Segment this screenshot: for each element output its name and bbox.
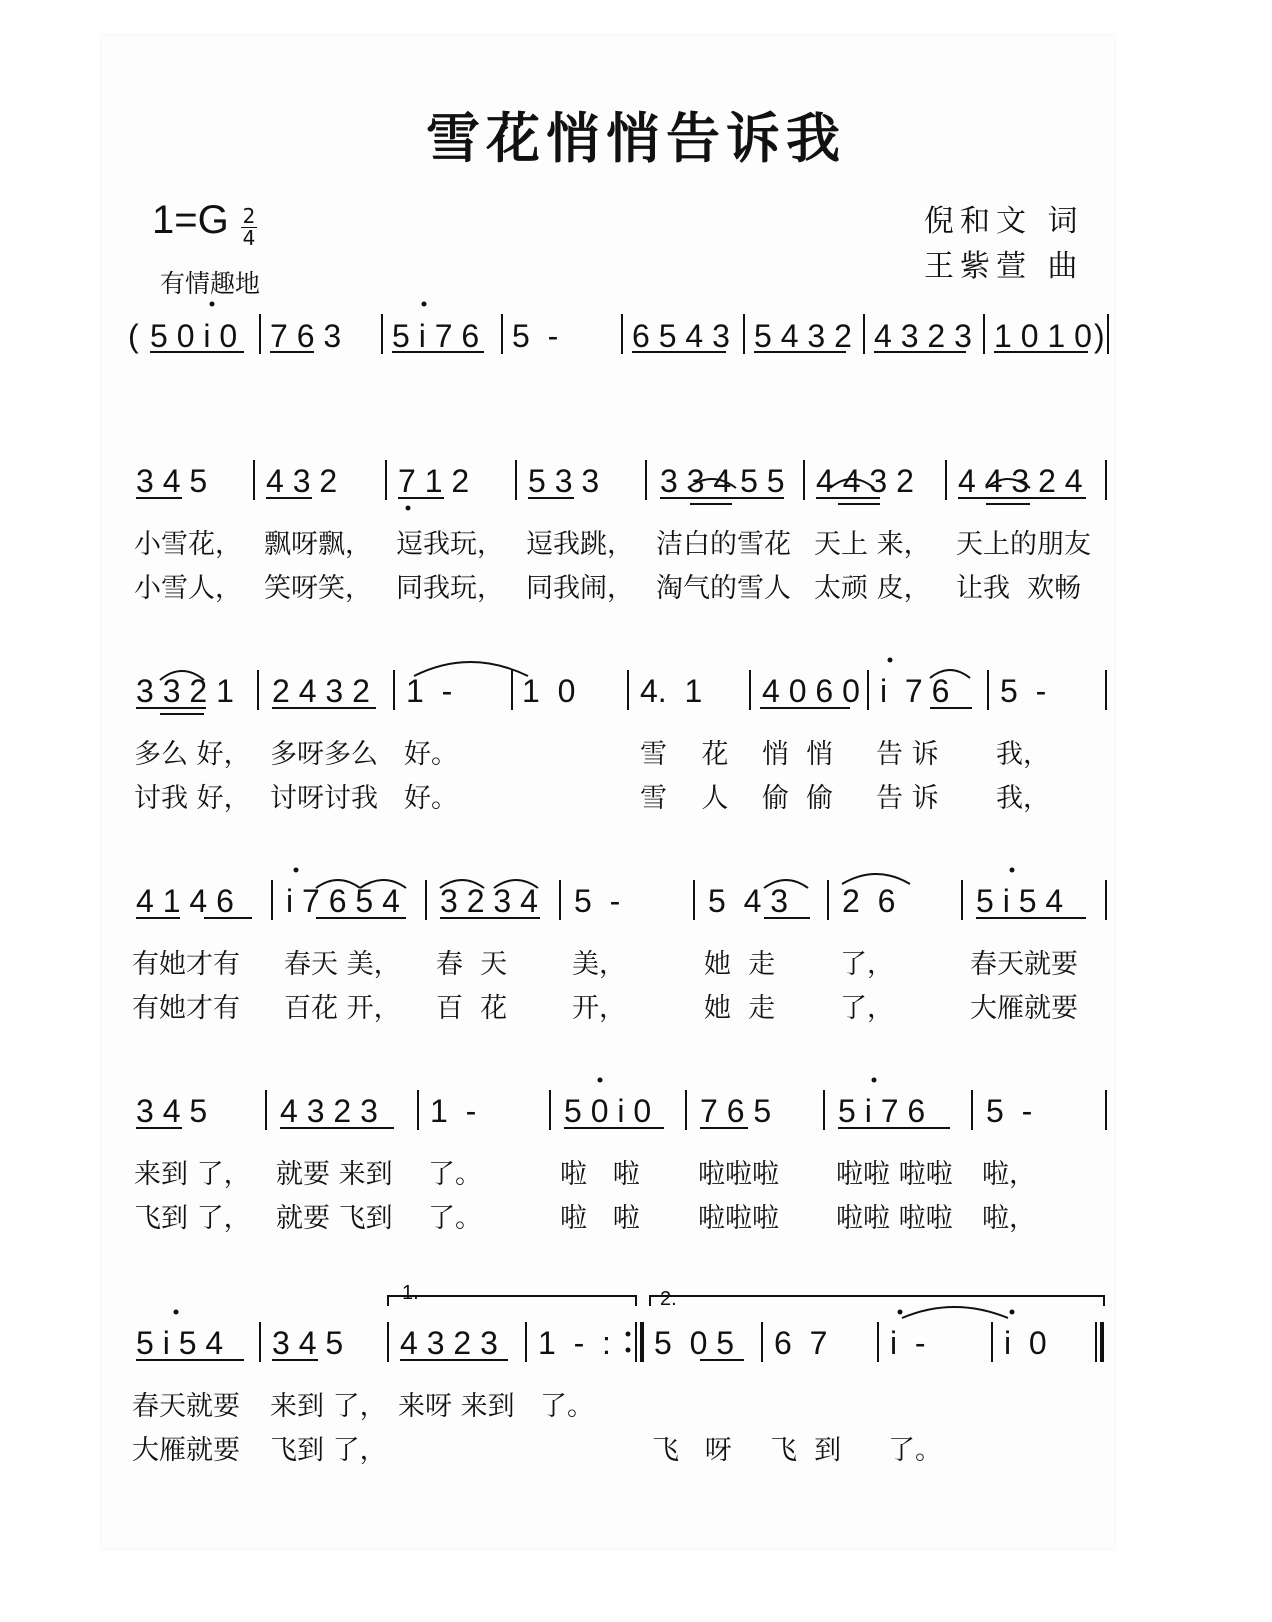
measure: 2 4 3 2	[272, 673, 370, 709]
repeat-dot	[626, 1332, 631, 1337]
volta-first-ending: 1.	[402, 1282, 419, 1304]
octave-dot	[1010, 1310, 1015, 1315]
lyric: 春 天	[436, 949, 508, 980]
measure: 5 4 3	[708, 883, 789, 919]
octave-dot	[872, 1078, 877, 1083]
lyric: 啦啦啦	[698, 1159, 779, 1190]
measure: 3 4 5	[136, 1093, 208, 1129]
slur	[414, 662, 528, 676]
measure: 5 i 7 6	[392, 318, 480, 354]
lyric: 多呀多么	[270, 739, 378, 770]
slur	[316, 880, 360, 888]
slur	[902, 1307, 1008, 1318]
measure: 4 3 2	[266, 463, 338, 499]
key-signature: 1=G	[152, 198, 229, 242]
measure: 3 4 5	[136, 463, 208, 499]
lyric: 飘呀飘，	[264, 529, 372, 560]
measure: 4. 1	[640, 673, 703, 709]
composer-credit: 王紫萱 曲	[924, 249, 1084, 284]
lyric: 逗我玩，	[396, 529, 504, 560]
lyric: 我，	[996, 739, 1050, 770]
lyric: 有她才有	[132, 993, 240, 1024]
measure: 4 4 3 2	[816, 463, 914, 499]
lyric: 告 诉	[876, 739, 939, 770]
lyric: 飞到 了，	[134, 1203, 251, 1234]
lyric: 讨呀讨我	[270, 783, 378, 814]
measure: 6 5 4 3	[632, 318, 730, 354]
lyric: 天上 来，	[814, 529, 931, 560]
measure: 5 0 i 0	[564, 1093, 652, 1129]
measure: 7 1 2	[398, 463, 470, 499]
measure: 1 0	[522, 673, 576, 709]
lyric: 雪 花	[640, 739, 729, 770]
measure: i 0	[1004, 1325, 1047, 1361]
measure: 3 2 3 4	[440, 883, 538, 919]
slur	[360, 880, 406, 888]
lyric: 同我闹，	[526, 573, 634, 604]
octave-dot	[210, 302, 215, 307]
lyric: 就要 来到	[276, 1159, 393, 1190]
lyric: 啦啦啦	[698, 1203, 779, 1234]
lyric: 飞 到	[770, 1435, 842, 1466]
close-paren: )	[1094, 318, 1105, 354]
lyric: 啦啦 啦啦	[836, 1159, 953, 1190]
measure: 3 3 4 5 5	[660, 463, 785, 499]
lyric: 啦啦 啦啦	[836, 1203, 953, 1234]
measure: 4 3 2 3	[400, 1325, 498, 1361]
slur	[440, 880, 484, 888]
lyric: 天上的朋友	[956, 529, 1091, 560]
measure: 2 6	[842, 883, 896, 919]
lyric: 她 走	[704, 993, 776, 1024]
measure: i 7 6 5 4	[286, 883, 400, 919]
lyric: 啦 啦	[560, 1159, 640, 1190]
octave-dot	[888, 658, 893, 663]
lyric: 让我 欢畅	[956, 573, 1082, 604]
measure: 5 i 7 6	[838, 1093, 926, 1129]
lyric: 淘气的雪人	[656, 573, 791, 604]
lyric: 了，	[840, 949, 894, 980]
measure: 1 -	[406, 673, 453, 709]
measure: 1 0 1 0	[994, 318, 1092, 354]
lyric: 好。	[404, 739, 458, 770]
lyric: 同我玩，	[396, 573, 504, 604]
slur	[494, 880, 538, 888]
slur	[688, 479, 736, 488]
lyric: 了。	[428, 1159, 482, 1190]
measure: 5 -	[512, 318, 559, 354]
lyric: 大雁就要	[132, 1435, 240, 1466]
lyric: 逗我跳，	[526, 529, 634, 560]
lyric: 来到 了，	[270, 1391, 387, 1422]
slur	[842, 874, 910, 884]
measure: 5 i 5 4	[976, 883, 1064, 919]
octave-dot	[406, 506, 411, 511]
slur	[930, 670, 970, 678]
measure: 5 0 i 0	[150, 318, 238, 354]
time-denominator: 4	[242, 226, 256, 250]
measure: 7 6 5	[700, 1093, 772, 1129]
slur	[986, 479, 1030, 488]
lyric: 啦，	[982, 1159, 1036, 1190]
lyric: 春天 美，	[284, 949, 401, 980]
lyric: 大雁就要	[970, 993, 1078, 1024]
octave-dot	[598, 1078, 603, 1083]
song-title: 雪花悄悄告诉我	[426, 106, 846, 170]
time-numerator: 2	[242, 204, 256, 228]
measure: 3 4 5	[272, 1325, 344, 1361]
repeat-dot	[626, 1348, 631, 1353]
measure: 5 -	[574, 883, 621, 919]
volta-bracket-2	[650, 1296, 1104, 1306]
measure: 5 -	[1000, 673, 1047, 709]
measure: 5 3 3	[528, 463, 600, 499]
lyric: 了。	[428, 1203, 482, 1234]
lyric: 来呀 来到	[398, 1391, 515, 1422]
lyric: 春天就要	[132, 1391, 240, 1422]
measure: 5 -	[986, 1093, 1033, 1129]
lyric: 小雪人，	[134, 573, 242, 604]
octave-dot	[1010, 868, 1015, 873]
lyric: 飞 呀	[652, 1435, 732, 1466]
lyric: 有她才有	[132, 949, 240, 980]
lyric: 开，	[572, 993, 626, 1024]
lyric: 讨我 好，	[134, 783, 251, 814]
lyric: 她 走	[704, 949, 776, 980]
lyric: 百花 开，	[284, 993, 401, 1024]
lyric: 雪 人	[640, 783, 729, 814]
lyric: 笑呀笑，	[264, 573, 372, 604]
lyric: 了。	[888, 1435, 942, 1466]
volta-bracket-1	[388, 1296, 636, 1306]
tempo-marking: 有情趣地	[160, 269, 261, 298]
octave-dot	[174, 1310, 179, 1315]
lyric: 悄 悄	[762, 739, 834, 770]
lyric: 就要 飞到	[276, 1203, 393, 1234]
lyricist-credit: 倪和文 词	[924, 204, 1084, 239]
slur	[160, 671, 204, 680]
lyric: 了。	[540, 1391, 594, 1422]
open-paren: (	[128, 318, 139, 354]
measure: 3 3 2 1	[136, 673, 234, 709]
measure: i -	[890, 1325, 926, 1361]
lyric: 飞到 了，	[270, 1435, 387, 1466]
measure: 4 0 6 0	[762, 673, 860, 709]
measure: 1 -	[430, 1093, 477, 1129]
measure: 6 7	[774, 1325, 828, 1361]
lyric: 来到 了，	[134, 1159, 251, 1190]
lyric: 告 诉	[876, 783, 939, 814]
slur	[830, 479, 874, 488]
measure: 7 6 3	[270, 318, 342, 354]
volta-second-ending: 2.	[660, 1288, 677, 1310]
lyric: 春天就要	[970, 949, 1078, 980]
measure: 4 4 3 2 4	[958, 463, 1083, 499]
lyric: 好。	[404, 783, 458, 814]
lyric: 洁白的雪花	[656, 529, 791, 560]
lyric: 了，	[840, 993, 894, 1024]
lyric: 偷 偷	[762, 783, 834, 814]
measure: 5 4 3 2	[754, 318, 852, 354]
lyric: 啦，	[982, 1203, 1036, 1234]
measure: 1 - :	[538, 1325, 611, 1361]
measure: 4 3 2 3	[874, 318, 972, 354]
octave-dot	[898, 1310, 903, 1315]
octave-dot	[294, 868, 299, 873]
lyric: 多么 好，	[134, 739, 251, 770]
measure: i 7 6	[880, 673, 950, 709]
slur	[764, 880, 808, 888]
lyric: 我，	[996, 783, 1050, 814]
lyric: 小雪花，	[134, 529, 242, 560]
lyric: 百 花	[436, 993, 508, 1024]
measure: 5 i 5 4	[136, 1325, 224, 1361]
measure: 4 3 2 3	[280, 1093, 378, 1129]
measure: 5 0 5	[654, 1325, 735, 1361]
lyric: 美，	[572, 949, 626, 980]
measure: 4 1 4 6	[136, 883, 234, 919]
lyric: 啦 啦	[560, 1203, 640, 1234]
octave-dot	[422, 302, 427, 307]
lyric: 太顽 皮，	[814, 573, 931, 604]
